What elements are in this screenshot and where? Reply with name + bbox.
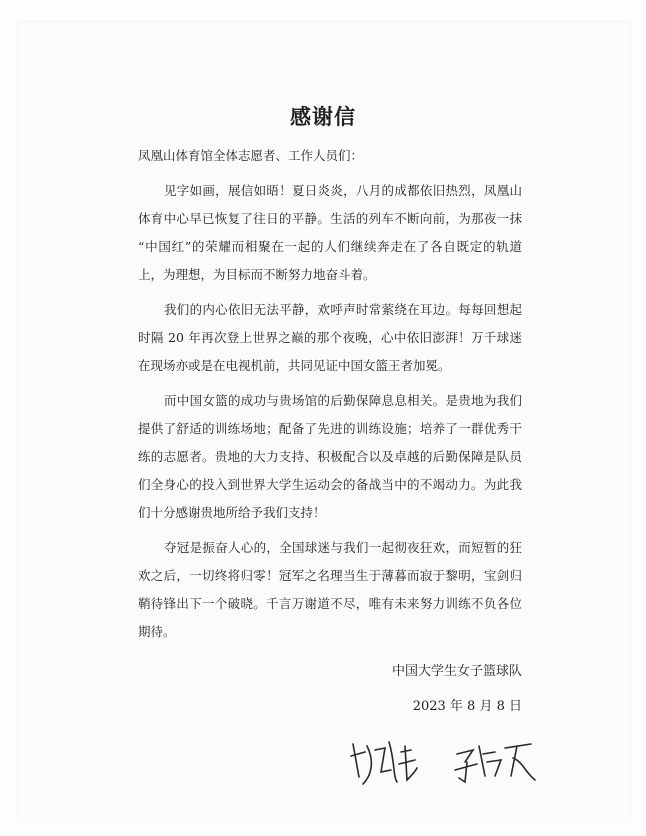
body-line: 欢之后，一切终将归零！冠军之名理当生于薄暮而寂于黎明，宝剑归 — [138, 568, 522, 583]
body-line: 时隔 20 年再次登上世界之巅的那个夜晚，心中依旧澎湃！万千球迷 — [138, 330, 522, 345]
body-line: 夺冠是振奋人心的，全国球迷与我们一起彻夜狂欢，而短暂的狂 — [164, 540, 522, 555]
body-line: 上，为理想，为目标而不断努力地奋斗着。 — [138, 267, 376, 282]
body-line: 在现场亦或是在电视机前，共同见证中国女篮王者加冕。 — [138, 358, 451, 373]
body-line: 练的志愿者。贵地的大力支持、积极配合以及卓越的后勤保障是队员 — [138, 449, 522, 464]
body-line: 我们的内心依旧无法平静，欢呼声时常萦绕在耳边。每每回想起 — [164, 302, 522, 317]
letter-body — [138, 142, 522, 646]
letter-title: 感谢信 — [290, 104, 356, 129]
body-line: 期待。 — [138, 624, 176, 639]
body-line: 提供了舒适的训练场地；配备了先进的训练设施；培养了一群优秀干 — [138, 421, 522, 436]
body-line: 而中国女篮的成功与贵场馆的后勤保障息息相关。是贵地为我们 — [164, 393, 522, 408]
body-line: “中国红”的荣耀而相聚在一起的人们继续奔走在了各自既定的轨道 — [138, 239, 522, 254]
letter-date: 2023 年 8 月 8 日 — [412, 699, 522, 714]
body-line: 体育中心早已恢复了往日的平静。生活的列车不断向前，为那夜一抹 — [138, 211, 522, 226]
handwritten-signature — [345, 732, 545, 792]
body-line: 们十分感谢贵地所给予我们支持！ — [138, 505, 326, 520]
body-line: 们全身心的投入到世界大学生运动会的备战当中的不竭动力。为此我 — [138, 477, 522, 492]
body-line: 鞘待锋出下一个破晓。千言万谢道不尽，唯有未来努力训练不负各位 — [138, 596, 522, 611]
signature-block — [0, 662, 522, 717]
salutation: 凤凰山体育馆全体志愿者、工作人员们： — [138, 148, 364, 163]
body-line: 见字如画，展信如晤！夏日炎炎，八月的成都依旧热烈，凤凰山 — [164, 183, 522, 198]
sender-name: 中国大学生女子篮球队 — [391, 664, 522, 679]
